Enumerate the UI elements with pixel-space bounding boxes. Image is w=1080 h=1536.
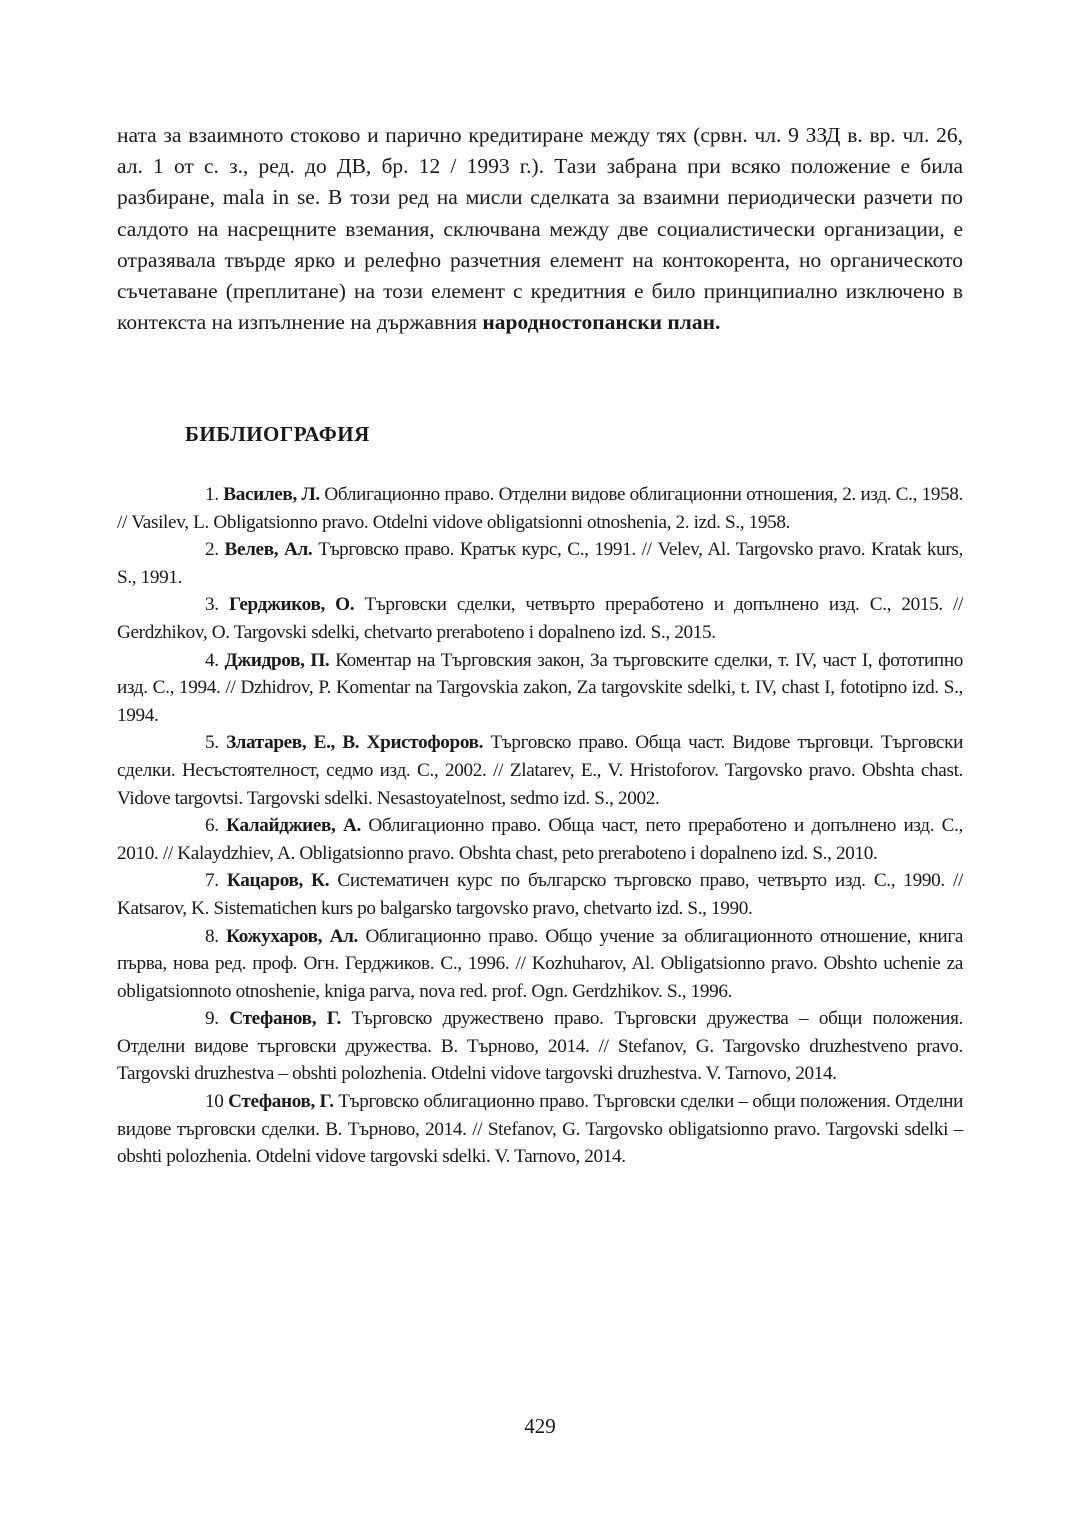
entry-author: Стефанов, Г.: [228, 1091, 334, 1113]
body-paragraph: [117, 120, 963, 338]
entry-author: Василев, Л.: [223, 484, 320, 505]
entry-number: 2.: [205, 539, 219, 561]
bibliography-entry: [117, 923, 963, 1006]
entry-author: Кацаров, К.: [226, 870, 330, 892]
entry-author: Калайджиев, А.: [226, 815, 361, 837]
bibliography-entry: [117, 481, 963, 536]
entry-number: 5.: [205, 732, 219, 754]
page-content: [117, 120, 964, 1168]
entry-text: Коментар на Търговския закон, За търговските сделки, т. IV, част I, фототипно изд. С., 1994. // Dzhidrov, P. Komentar na Targovskia zakon, Za targovskite sdelki, t. IV, chast I, fototipno izd. S., 1994.: [117, 649, 963, 726]
entry-author: Герджиков, О.: [228, 594, 355, 616]
entry-number: 3.: [205, 594, 219, 616]
bibliography-entry: [117, 1005, 963, 1088]
bibliography-heading: БИБЛИОГРАФИЯ: [185, 422, 370, 446]
entry-text: Търговски сделки, четвърто преработено и допълнено изд. С., 2015. // Gerdzhikov, O. Targovski sdelki, chetvarto preraboteno i dopalneno izd. S., 2015.: [117, 594, 963, 643]
entry-author: Стефанов, Г.: [229, 1008, 341, 1030]
entry-number: 1.: [205, 484, 219, 505]
entry-text: Систематичен курс по българско търговско право, четвърто изд. С., 1990. // Katsarov, K. Sistematichen kurs po balgarsko targovsko pravo, chetvarto izd. S., 1990.: [117, 870, 963, 919]
entry-text: Търговско право. Кратък курс, С., 1991. // Velev, Al. Targovsko pravo. Kratak kurs, S., 1991.: [117, 539, 963, 588]
bibliography-entry: [117, 867, 963, 922]
entry-number: 6.: [205, 815, 219, 837]
entry-author: Кожухаров, Ал.: [226, 925, 358, 947]
entry-text: Търговско облигационно право. Търговски сделки – общи положения. Отделни видове търговски сделки. В. Търново, 2014. // Stefanov, G. Targovsko obligatsionno pravo. Targovski sdelki – obshti polozhenia. Otdelni vidove targovski sdelki. V. Tarnovo, 2014.: [117, 1091, 963, 1168]
entry-number: 10: [205, 1091, 224, 1113]
entry-author: Джидров, П.: [224, 649, 330, 671]
entry-number: 7.: [205, 870, 219, 892]
entry-author: Велев, Ал.: [224, 539, 313, 561]
entry-text: Облигационно право. Общо учение за облигационното отношение, книга първа, нова ред. проф. Огн. Герджиков. С., 1996. // Kozhuharov, Al. Obligatsionno pravo. Obshto uchenie za obligatsionnoto otnoshenie, kniga parva, nova red. prof. Ogn. Gerdzhikov. S., 1996.: [117, 925, 964, 1002]
entry-text: Облигационно право. Обща част, пето преработено и допълнено изд. С., 2010. // Kalaydzhiev, A. Obligatsionno pravo. Obshta chast, peto preraboteno i dopalneno izd. S., 2010.: [117, 815, 963, 864]
bibliography-entry: [117, 591, 963, 646]
paragraph-text: ната за взаимното стоково и парично кредитиране между тях (срвн. чл. 9 ЗЗД в. вр. чл. 26, ал. 1 от с. з., ред. до ДВ, бр. 12 / 1993 г.). Тази забрана при всяко положение е била разбиране, mala in se. В този ред на мисли сделката за взаимни периодически разчети по салдото на насрещните вземания, сключвана между две социалистически организации, е отразявала твърде ярко и релефно разчетния елемент на контокорента, но органическото съчетаване (преплитане) на този елемент с кредитния е било принципиално изключено в контекста на изпълнение на държавния: [117, 123, 963, 335]
entry-text: Търговско право. Обща част. Видове търговци. Търговски сделки. Несъстоятелност, седмо изд. С., 2002. // Zlatarev, E., V. Hristoforov. Targovsko pravo. Obshta chast. Vidove targovtsi. Targovski sdelki. Nesastoyatelnost, sedmo izd. S., 2002.: [117, 732, 963, 809]
bibliography-entry: [117, 536, 963, 591]
page-number: 429: [524, 1414, 556, 1438]
entry-author: Златарев, Е., В. Христофоров.: [226, 732, 484, 754]
bibliography-entry: [117, 729, 963, 812]
bibliography-list: [117, 481, 963, 1171]
entry-number: 4.: [205, 649, 219, 671]
bibliography-entry: [117, 812, 963, 867]
bibliography-entry: [117, 647, 963, 730]
entry-number: 9.: [205, 1008, 219, 1030]
entry-number: 8.: [205, 925, 219, 947]
paragraph-bold-end: народностопански план.: [482, 310, 721, 335]
bibliography-entry: [117, 1088, 963, 1171]
entry-text: Облигационно право. Отделни видове облигационни отношения, 2. изд. С., 1958. // Vasilev, L. Obligatsionno pravo. Otdelni vidove obligatsionni otnoshenia, 2. izd. S., 1958.: [117, 484, 963, 533]
entry-text: Търговско дружествено право. Търговски дружества – общи положения. Отделни видове търговски дружества. В. Търново, 2014. // Stefanov, G. Targovsko druzhestveno pravo. Targovski druzhestva – obshti polozhenia. Otdelni vidove targovski druzhestva. V. Tarnovo, 2014.: [117, 1008, 963, 1085]
